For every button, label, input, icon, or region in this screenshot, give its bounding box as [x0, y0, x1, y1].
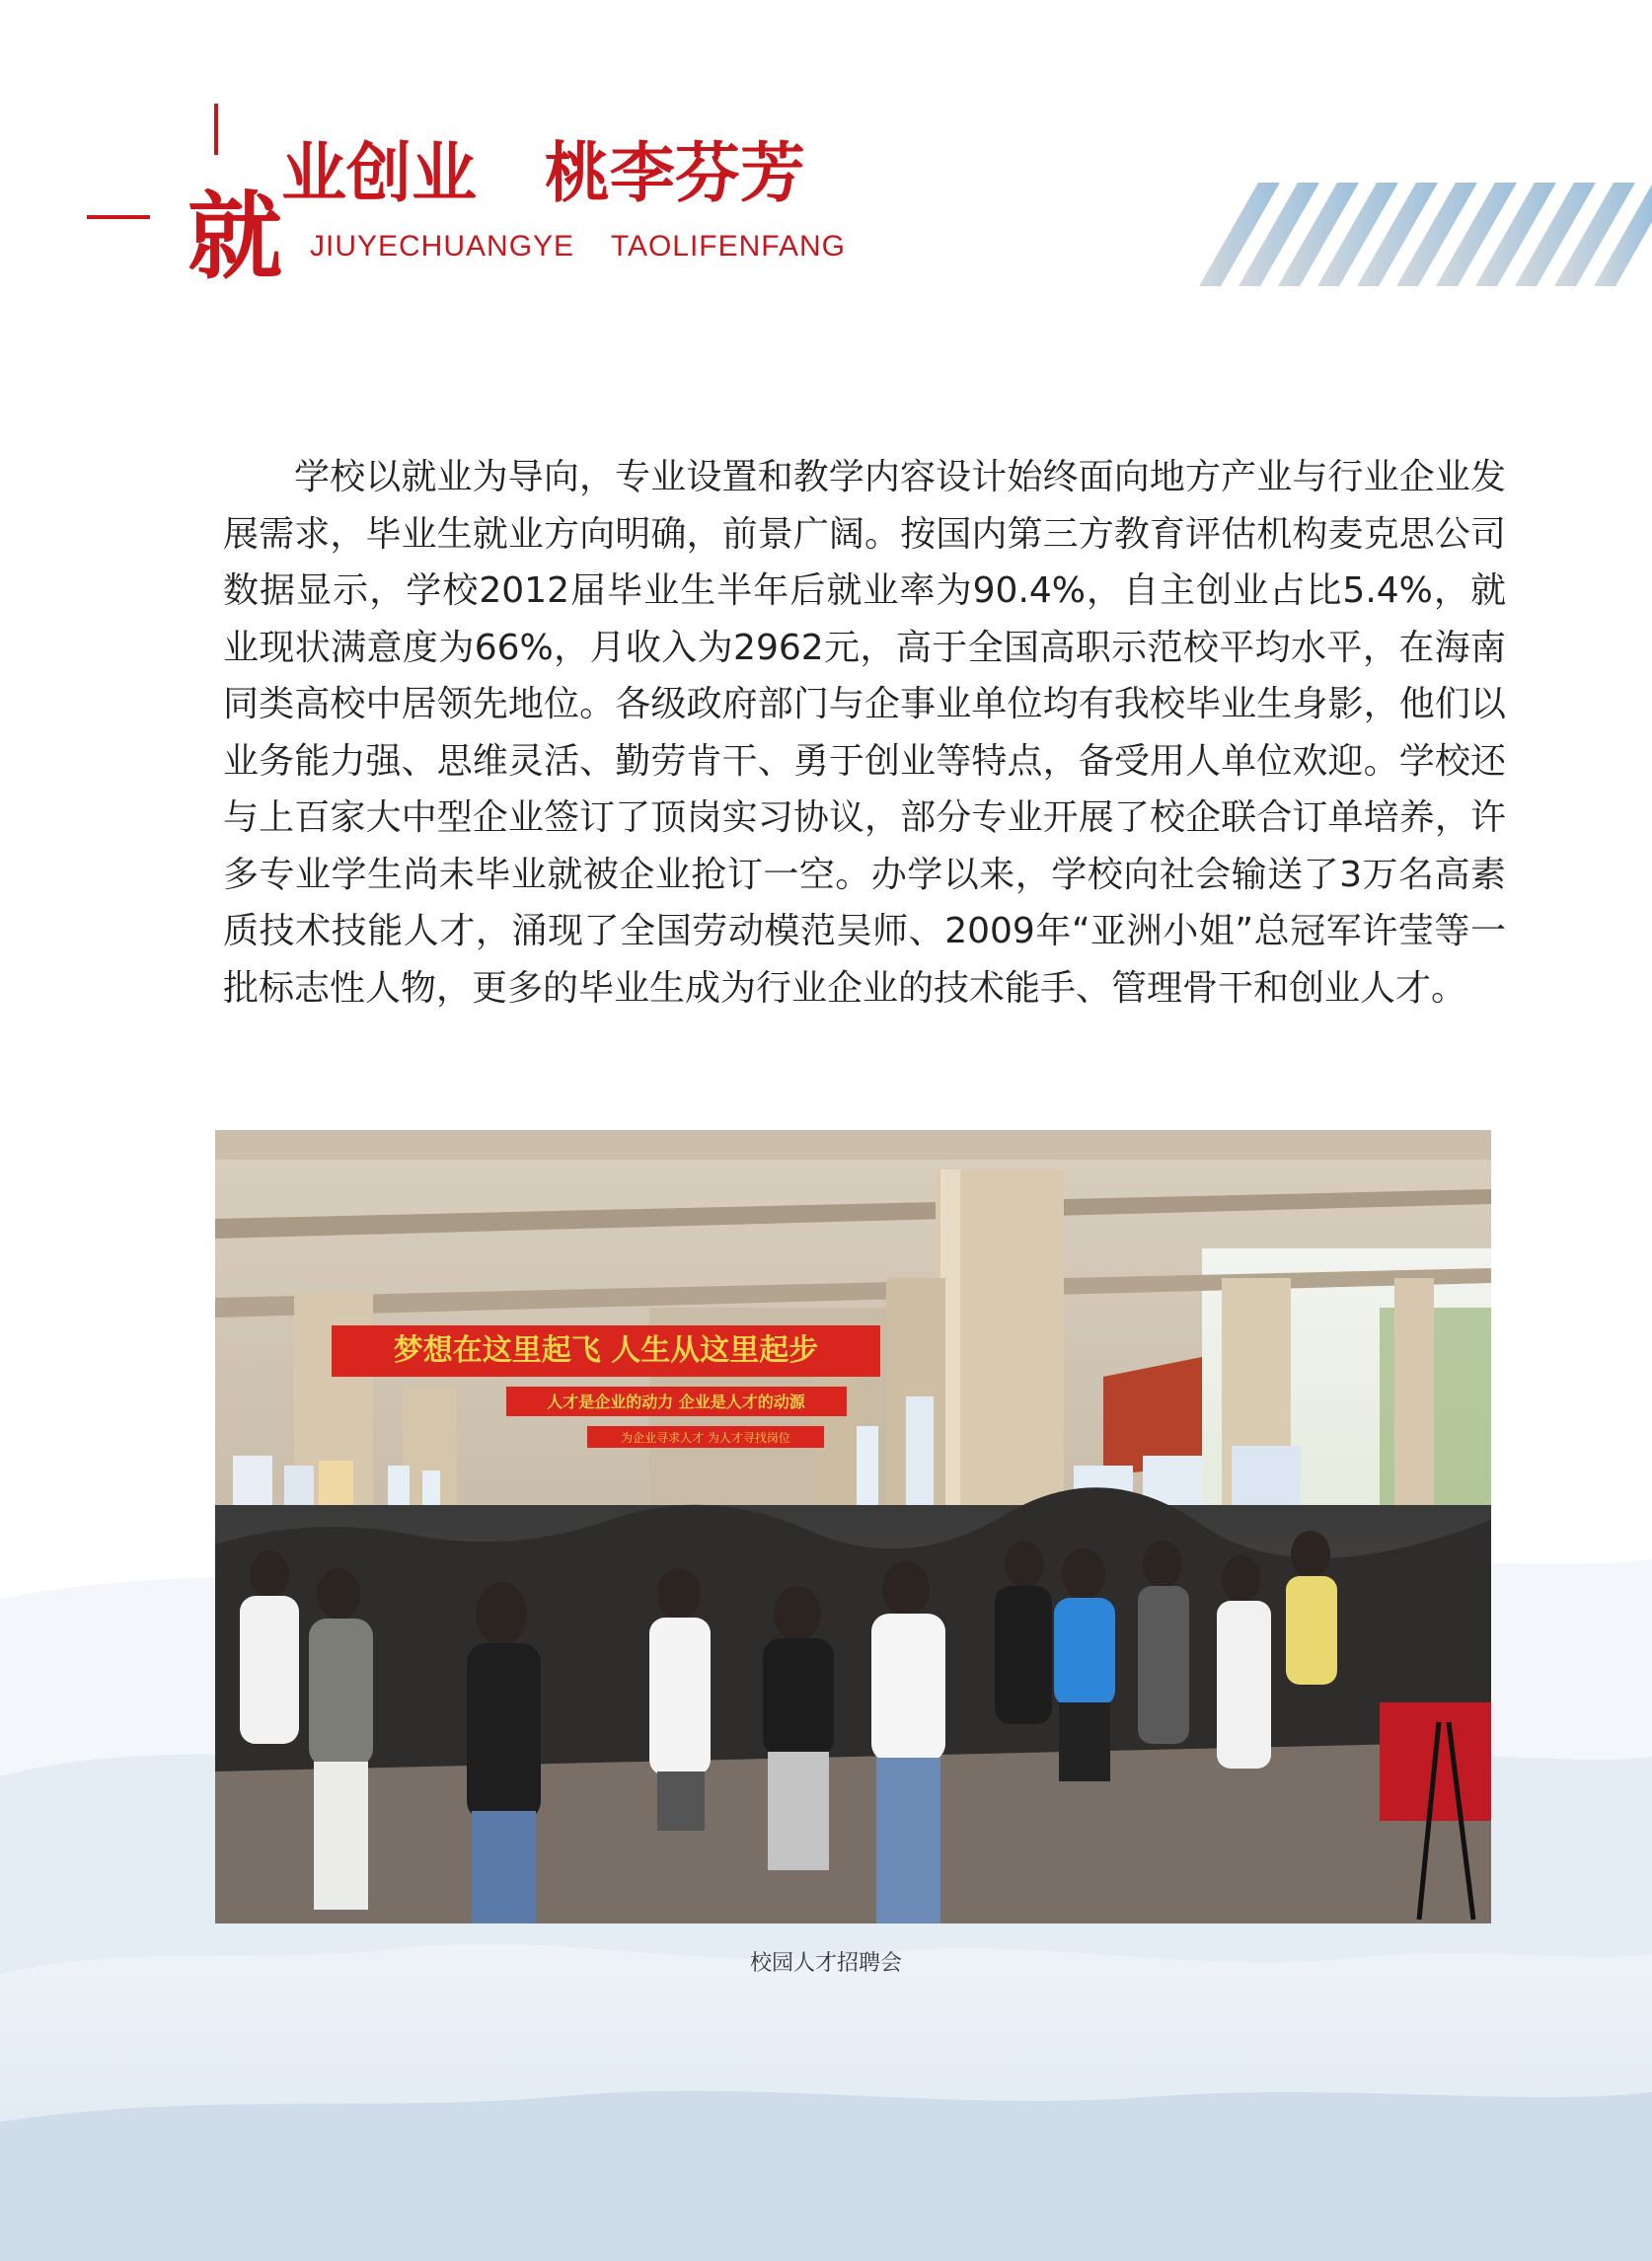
photo-caption: 校园人才招聘会 [749, 1951, 902, 1976]
banner-third-text: 为企业寻求人才 为人才寻找岗位 [621, 1431, 790, 1445]
banner-second-text: 人才是企业的动力 企业是人才的动源 [547, 1393, 805, 1411]
page-title-pinyin: JIUYECHUANGYE TAOLIFENFANG [310, 230, 846, 263]
body-paragraph: 学校以就业为导向，专业设置和教学内容设计始终面向地方产业与行业企业发展需求，毕业生就业方向明确，前景广阔。按国内第三方教育评估机构麦克思公司数据显示，学校2012届毕业生半年后就业率为90.4%，自主创业占比5.4%，就业现状满意度为66%，月收入为2962元，高于全国高职示范校平均水平，在海南同类高校中居领先地位。各级政府部门与企事业单位均有我校毕业生身影，他们以业务能力强、思维灵活、勤劳肯干、勇于创业等特点，备受用人单位欢迎。学校还与上百家大中型企业签订了顶岗实习协议，部分专业开展了校企联合订单培养，许多专业学生尚未毕业就被企业抢订一空。办学以来，学校向社会输送了3万名高素质技术技能人才，涌现了全国劳动模范吴师、2009年“亚洲小姐”总冠军许莹等一批标志性人物，更多的毕业生成为行业企业的技术能手、管理骨干和创业人才。 [223, 457, 1506, 1009]
page-title: 业创业 桃李芬芳 [281, 134, 805, 211]
banner-main-text: 梦想在这里起飞 人生从这里起步 [393, 1333, 819, 1368]
title-vertical-bar [214, 104, 218, 155]
title-large-character: 就 [188, 181, 282, 292]
title-horizontal-bar [87, 215, 150, 219]
decorative-stripes [1199, 183, 1652, 286]
job-fair-photo [215, 1130, 1491, 1923]
